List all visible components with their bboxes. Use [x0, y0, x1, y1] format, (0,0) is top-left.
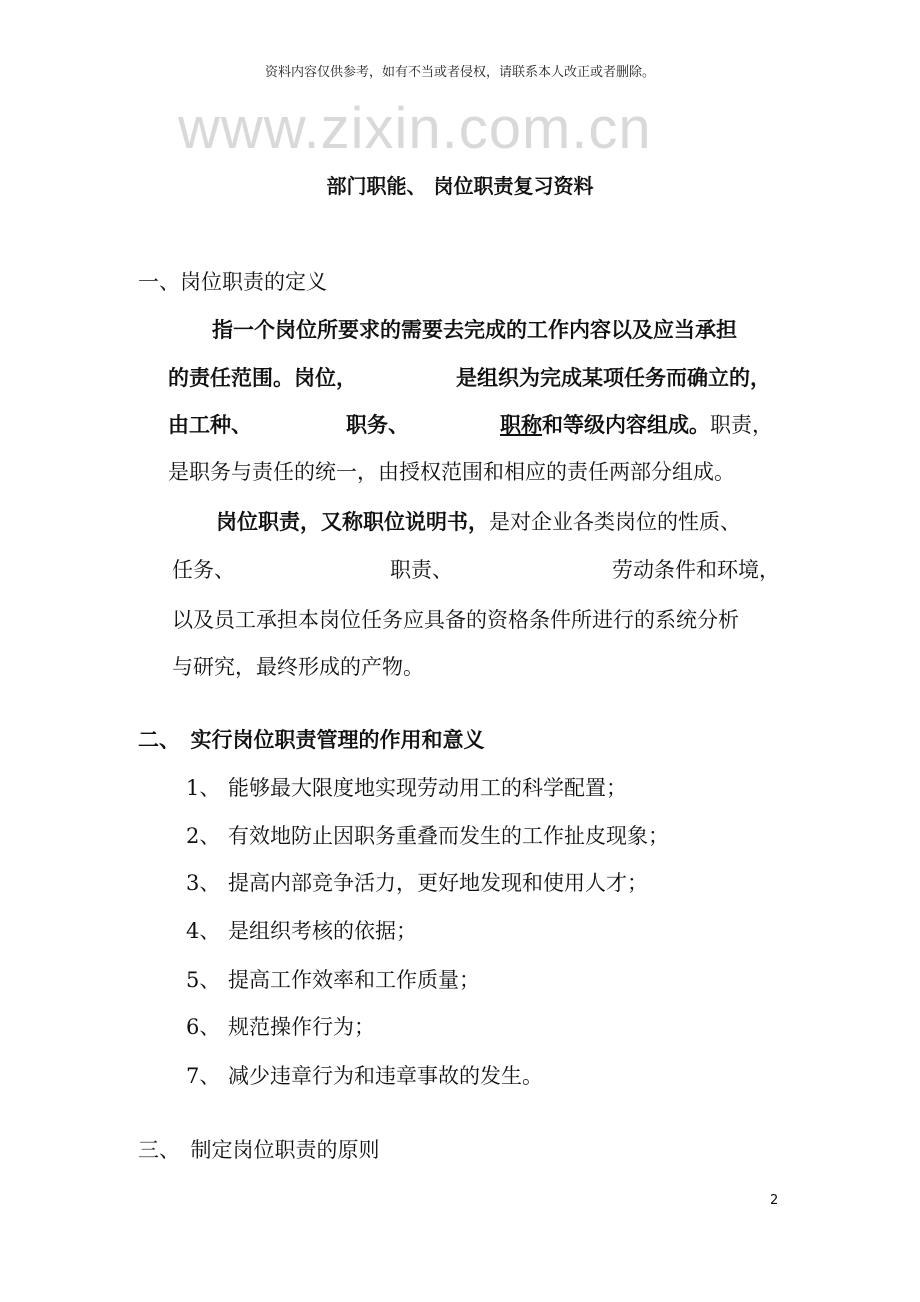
document-title: 部门职能、 岗位职责复习资料 [326, 174, 594, 198]
list-item [186, 774, 627, 802]
para1-line1: 指一个岗位所要求的需要去完成的工作内容以及应当承担 [212, 318, 737, 342]
item-number: 2、 [186, 824, 221, 848]
item-text: 是组织考核的依据； [228, 919, 417, 943]
text: 和等级内容组成。 [542, 413, 710, 437]
para2-line2c: 劳动条件和环境， [612, 558, 780, 582]
item-text: 有效地防止因职务重叠而发生的工作扯皮现象； [228, 824, 669, 848]
text: 是对企业各类岗位的性质、 [489, 510, 741, 534]
list-item [186, 1062, 543, 1090]
item-text: 提高内部竞争活力，更好地发现和使用人才； [228, 871, 648, 895]
list-item [186, 917, 417, 945]
item-text: 规范操作行为； [228, 1015, 375, 1039]
text: 职责， [710, 413, 773, 437]
para2-line2b: 职责、 [390, 558, 453, 582]
para1-line3-group [500, 411, 773, 439]
page-header: 资料内容仅供参考，如有不当或者侵权，请联系本人改正或者删除。 [264, 65, 655, 80]
para1-line2b: 是组织为完成某项任务而确立的， [456, 366, 771, 390]
item-number: 5、 [186, 968, 221, 992]
list-item [186, 822, 669, 850]
section3-heading: 三、 制定岗位职责的原则 [138, 1138, 380, 1162]
para2-line2a: 任务、 [172, 558, 235, 582]
page-number: 2 [770, 1193, 779, 1208]
para1-line4: 是职务与责任的统一，由授权范围和相应的责任两部分组成。 [168, 460, 735, 484]
list-item [186, 869, 648, 897]
text: 岗位职责，又称职位说明书， [216, 510, 489, 534]
para1-line3b: 职务、 [346, 413, 409, 437]
para2-line3: 以及员工承担本岗位任务应具备的资格条件所进行的系统分析 [172, 608, 739, 632]
item-number: 1、 [186, 776, 221, 800]
item-text: 减少违章行为和违章事故的发生。 [228, 1064, 543, 1088]
list-item [186, 966, 480, 994]
item-number: 3、 [186, 871, 221, 895]
item-text: 提高工作效率和工作质量； [228, 968, 480, 992]
underlined-term: 职称 [500, 413, 542, 437]
para2-line1 [216, 508, 741, 536]
watermark: www.zixin.com.cn [178, 96, 652, 161]
section1-heading: 一、岗位职责的定义 [138, 270, 327, 294]
para1-line3a: 由工种、 [168, 413, 252, 437]
item-number: 7、 [186, 1064, 221, 1088]
item-text: 能够最大限度地实现劳动用工的科学配置； [228, 776, 627, 800]
para1-line2a: 的责任范围。岗位， [168, 366, 357, 390]
para2-line4: 与研究，最终形成的产物。 [172, 655, 424, 679]
item-number: 4、 [186, 919, 221, 943]
section2-heading: 二、 实行岗位职责管理的作用和意义 [138, 728, 485, 752]
item-number: 6、 [186, 1015, 221, 1039]
list-item [186, 1013, 375, 1041]
